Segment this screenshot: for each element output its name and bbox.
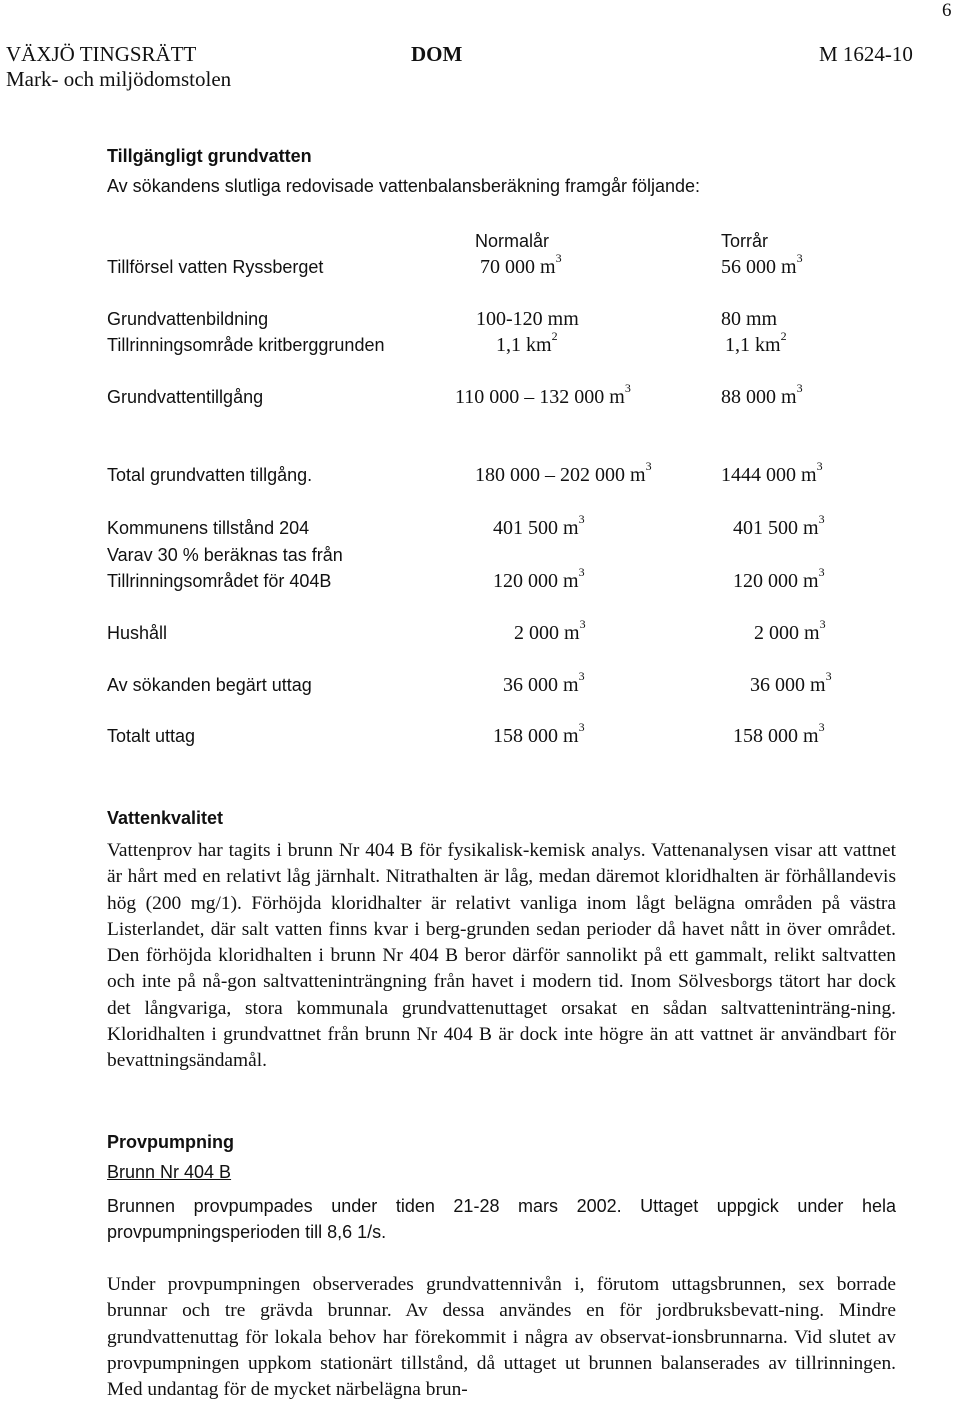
court-subname: Mark- och miljödomstolen	[6, 67, 232, 91]
table-cell-dry: 56 000 $m^3$	[721, 251, 803, 278]
table-cell-dry: 2 000 $m^3$	[754, 617, 826, 644]
table-cell-dry: 158 000 $m^3$	[733, 720, 825, 747]
column-header-normal: Normalår	[475, 231, 550, 251]
test-pumping-heading: Provpumpning	[107, 1132, 234, 1152]
table-cell-normal: 2 000 $m^3$	[514, 617, 586, 644]
table-row-label: Varav 30 % beräknas tas från	[107, 545, 343, 565]
table-row-label: Grundvattenbildning	[107, 309, 269, 329]
table-cell-normal: 158 000 $m^3$	[493, 720, 585, 747]
table-row-label: Tillrinningsområde kritberggrunden	[107, 335, 385, 355]
table-cell-normal: 70 000 $m^3$	[480, 251, 562, 278]
table-cell-dry: 80 mm	[721, 308, 778, 330]
table-cell-dry: 1444 000 $m^3$	[721, 459, 823, 486]
column-header-dry: Torrår	[721, 231, 769, 251]
page-number: 6	[942, 0, 952, 21]
table-row-label: Tillrinningsområdet för 404B	[107, 571, 332, 591]
court-name: VÄXJÖ TINGSRÄTT	[6, 42, 197, 66]
water-quality-heading: Vattenkvalitet	[107, 808, 224, 828]
table-row-label: Grundvattentillgång	[107, 387, 264, 407]
table-row-label: Kommunens tillstånd 204	[107, 518, 310, 538]
table-cell-normal: 36 000 $m^3$	[503, 669, 585, 696]
groundwater-heading: Tillgängligt grundvatten	[107, 146, 312, 166]
test-pumping-paragraph-1: Brunnen provpumpades under tiden 21-28 mars 2002. Uttaget uppgick under hela provpumpningsperioden till 8,6 1/s.	[107, 1196, 896, 1243]
table-cell-dry: 401 500 $m^3$	[733, 512, 825, 539]
table-cell-normal: 110 000 – 132 000 $m^3$	[455, 381, 631, 408]
table-row-label: Hushåll	[107, 623, 168, 643]
case-number: M 1624-10	[819, 42, 913, 66]
table-cell-normal: 401 500 $m^3$	[493, 512, 585, 539]
table-cell-dry: 36 000 $m^3$	[750, 669, 832, 696]
test-pumping-paragraph-2: Under provpumpningen observerades grundvattennivån i, förutom uttagsbrunnen, sex borrade brunnar och tre grävda brunnar. Av dessa användes en för jordbruksbevatt-ning. Mindre grundvattenuttag för lokala behov har förekommit i några av observat-ionsbrunnarna. Vid slutet av provpumpningen uppkom stationärt tillstånd, då uttaget ut brunnen balanserades av tillrinningen. Med undantag för de mycket närbelägna brun-	[107, 1274, 896, 1401]
table-cell-dry: 88 000 $m^3$	[721, 381, 803, 408]
table-row-label: Av sökanden begärt uttag	[107, 675, 312, 695]
table-cell-normal: 120 000 $m^3$	[493, 565, 585, 592]
table-cell-normal: 1,1 $km^2$	[496, 329, 558, 356]
test-pumping-subheading: Brunn Nr 404 B	[107, 1162, 232, 1182]
table-cell-normal: 100-120 mm	[476, 308, 579, 330]
water-quality-paragraph: Vattenprov har tagits i brunn Nr 404 B för fysikalisk-kemisk analys. Vattenanalysen visar att vattnet är hårt med en relativt låg järnhalt. Nitrathalten är låg, medan däremot kloridhalten är förhållandevis hög (200 mg/1). Förhöjda kloridhalter är relativt vanliga inom lågt belägna områden på västra Listerlandet, där salt vatten finns kvar i berg-grunden sedan perioder då havet nått in över området. Den förhöjda kloridhalten i brunn Nr 404 B beror därför sannolikt på ett gammalt, relikt saltvatten och inte på nå-gon saltvatteninträngning från havet i modern tid. Inom Sölvesborgs tätort har dock det långvariga, stora kommunala grundvattenuttaget orsakat en sådan saltvatteninträng-ning. Kloridhalten i grundvattnet från brunn Nr 404 B är dock inte högre än att vattnet är användbart för bevattningsändamål.	[107, 840, 896, 1072]
table-row-label: Totalt uttag	[107, 726, 196, 746]
table-row-label: Total grundvatten tillgång.	[107, 465, 313, 485]
table-row-label: Tillförsel vatten Ryssberget	[107, 257, 324, 277]
table-cell-normal: 180 000 – 202 000 $m^3$	[475, 459, 652, 486]
document-type: DOM	[411, 42, 463, 66]
table-cell-dry: 120 000 $m^3$	[733, 565, 825, 592]
table-cell-dry: 1,1 $km^2$	[725, 329, 787, 356]
groundwater-intro: Av sökandens slutliga redovisade vattenbalansberäkning framgår följande:	[107, 176, 701, 196]
